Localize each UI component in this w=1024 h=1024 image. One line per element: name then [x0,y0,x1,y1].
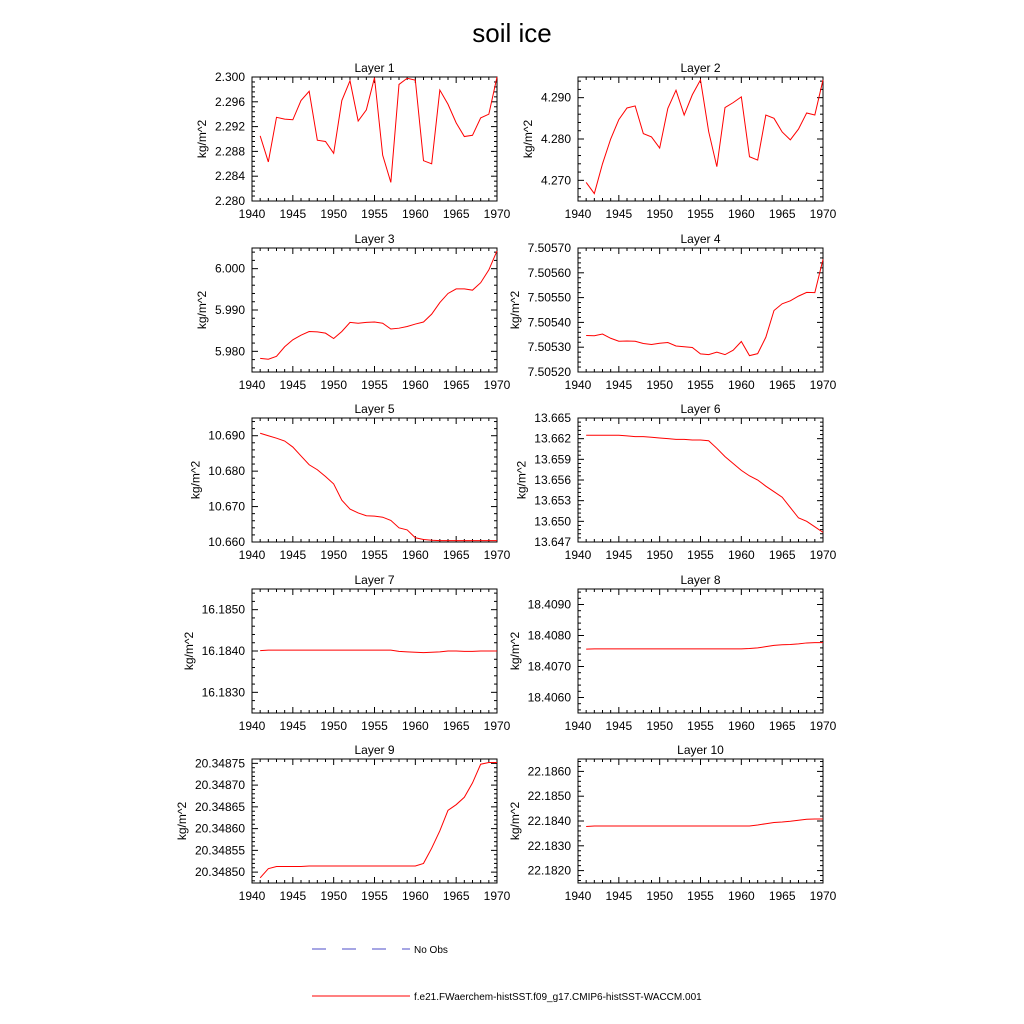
plot-frame [252,418,497,542]
plot-frame [578,418,823,542]
x-tick-label: 1945 [605,378,633,392]
y-tick-label: 10.680 [208,464,245,479]
series-line [586,435,823,532]
panel-title: Layer 10 [677,743,724,757]
y-tick-label: 13.656 [534,473,571,487]
x-tick-label: 1955 [687,719,714,733]
x-tick-label: 1940 [238,378,266,392]
x-tick-label: 1970 [483,378,511,392]
y-tick-label: 16.1830 [201,685,245,700]
x-tick-label: 1950 [646,378,674,392]
plot-frame [252,77,497,201]
x-tick-label: 1965 [442,207,470,221]
legend [312,945,702,1003]
y-tick-label: 2.280 [214,194,245,208]
panel-title: Layer 5 [354,402,395,416]
series-line [260,433,497,540]
y-tick-label: 5.980 [214,344,245,359]
x-tick-label: 1965 [442,548,470,562]
y-tick-label: 18.4070 [527,659,571,674]
x-tick-label: 1945 [279,719,307,733]
x-tick-label: 1960 [401,719,429,733]
y-tick-label: 4.280 [540,132,571,146]
x-tick-label: 1960 [727,548,755,562]
x-tick-label: 1955 [361,719,388,733]
plot-frame [252,759,497,883]
x-tick-label: 1955 [361,889,388,903]
y-tick-label: 4.290 [540,90,571,105]
panel-title: Layer 2 [680,61,721,75]
x-tick-label: 1955 [361,378,388,392]
series-line [260,650,497,652]
x-tick-label: 1950 [320,548,348,562]
x-tick-label: 1950 [320,889,348,903]
y-tick-label: 7.50550 [527,290,571,305]
y-tick-label: 10.690 [208,428,245,443]
x-tick-label: 1955 [361,548,388,562]
panel-title: Layer 4 [680,232,721,246]
x-tick-label: 1955 [687,378,714,392]
y-tick-label: 13.659 [534,452,571,467]
panel-title: Layer 8 [680,573,721,587]
panel-layer-5 [188,402,510,562]
y-tick-label: 13.650 [534,514,571,529]
x-tick-label: 1970 [483,889,511,903]
y-tick-label: 5.990 [214,303,245,317]
x-tick-label: 1960 [727,378,755,392]
y-tick-label: 2.296 [214,94,245,109]
y-tick-label: 20.34850 [194,865,245,880]
y-tick-label: 16.1850 [201,602,245,617]
x-tick-label: 1955 [687,548,714,562]
x-tick-label: 1950 [320,719,348,733]
panel-title: Layer 3 [354,232,395,246]
panel-layer-8 [508,573,837,733]
x-tick-label: 1960 [401,207,429,221]
y-tick-label: 22.1840 [527,814,571,828]
x-tick-label: 1940 [564,378,592,392]
y-axis-label: kg/m^2 [181,631,196,671]
x-tick-label: 1940 [564,719,592,733]
x-tick-label: 1940 [564,207,592,221]
y-tick-label: 6.000 [214,261,245,276]
x-tick-label: 1945 [605,719,633,733]
x-tick-label: 1965 [768,548,796,562]
y-tick-label: 20.34875 [194,756,245,771]
x-tick-label: 1955 [687,889,714,903]
y-axis-label: kg/m^2 [188,460,203,500]
y-tick-label: 20.34865 [194,799,245,814]
y-tick-label: 7.50520 [527,365,571,379]
panel-layer-3 [195,232,511,392]
x-tick-label: 1945 [279,207,307,221]
x-tick-label: 1940 [238,719,266,733]
x-tick-label: 1940 [564,889,592,903]
panel-layer-10 [508,743,837,903]
x-tick-label: 1960 [401,548,429,562]
legend-model-label: f.e21.FWaerchem-histSST.f09_g17.CMIP6-histSST-WACCM.001 [414,992,702,1003]
panel-title: Layer 9 [354,743,395,757]
y-tick-label: 7.50540 [527,315,571,330]
figure-title: soil ice [472,18,552,48]
series-line [260,77,497,182]
series-line [586,643,823,650]
x-tick-label: 1945 [279,548,307,562]
series-line [260,251,497,359]
panel-layer-1 [195,61,511,221]
y-axis-label: kg/m^2 [175,801,190,841]
x-tick-label: 1940 [238,889,266,903]
x-tick-label: 1970 [809,207,837,221]
y-tick-label: 20.34855 [194,843,245,858]
plot-frame [578,77,823,201]
x-tick-label: 1940 [238,207,266,221]
series-line [586,80,823,194]
x-tick-label: 1960 [401,889,429,903]
y-tick-label: 2.292 [214,119,245,134]
x-tick-label: 1970 [483,548,511,562]
series-line [586,259,823,355]
x-tick-label: 1965 [768,719,796,733]
x-tick-label: 1945 [605,548,633,562]
panel-layer-2 [521,61,837,221]
x-tick-label: 1945 [605,207,633,221]
x-tick-label: 1970 [483,719,511,733]
x-tick-label: 1970 [809,548,837,562]
y-tick-label: 7.50560 [527,265,571,280]
series-line [260,762,497,877]
x-tick-label: 1960 [401,378,429,392]
y-tick-label: 22.1820 [527,863,571,878]
x-tick-label: 1950 [646,889,674,903]
x-tick-label: 1950 [320,207,348,221]
x-tick-label: 1950 [320,378,348,392]
y-axis-label: kg/m^2 [521,119,535,159]
y-tick-label: 2.284 [214,169,245,184]
y-tick-label: 18.4090 [527,597,571,612]
y-tick-label: 20.34860 [194,821,245,836]
plot-frame [578,759,823,883]
x-tick-label: 1970 [809,719,837,733]
y-tick-label: 7.50570 [527,241,571,255]
y-tick-label: 4.270 [540,173,571,188]
x-tick-label: 1965 [442,378,470,392]
x-tick-label: 1940 [564,548,592,562]
panel-title: Layer 6 [680,402,721,416]
x-tick-label: 1960 [727,207,755,221]
y-axis-label: kg/m^2 [507,290,522,330]
y-tick-label: 22.1860 [527,764,571,779]
y-tick-label: 2.288 [214,144,245,159]
y-tick-label: 13.653 [534,493,571,508]
panel-layer-9 [175,743,510,903]
panel-layer-6 [514,402,836,562]
y-tick-label: 22.1850 [527,789,571,804]
plot-frame [578,589,823,713]
panel-layer-7 [182,573,511,733]
y-axis-label: kg/m^2 [195,290,209,330]
x-tick-label: 1970 [809,889,837,903]
y-tick-label: 20.34870 [194,778,245,793]
y-tick-label: 16.1840 [201,644,245,658]
y-tick-label: 22.1830 [527,838,571,853]
x-tick-label: 1965 [442,889,470,903]
panels [175,61,836,903]
y-tick-label: 10.670 [208,499,245,514]
y-tick-label: 13.647 [534,535,571,549]
legend-no-obs-label: No Obs [414,945,448,956]
plot-frame [252,248,497,372]
y-axis-label: kg/m^2 [195,119,209,159]
panel-title: Layer 7 [354,573,395,587]
x-tick-label: 1945 [279,889,307,903]
y-tick-label: 13.665 [534,411,571,425]
panel-title: Layer 1 [354,61,395,75]
y-tick-label: 2.300 [214,70,245,84]
x-tick-label: 1950 [646,548,674,562]
x-tick-label: 1945 [605,889,633,903]
x-tick-label: 1965 [442,719,470,733]
y-tick-label: 10.660 [208,535,245,549]
y-tick-label: 7.50530 [527,340,571,355]
panel-layer-4 [508,232,837,392]
x-tick-label: 1960 [727,889,755,903]
y-tick-label: 13.662 [534,431,571,446]
x-tick-label: 1965 [768,378,796,392]
y-axis-label: kg/m^2 [514,460,529,500]
x-tick-label: 1945 [279,378,307,392]
x-tick-label: 1960 [727,719,755,733]
x-tick-label: 1965 [768,889,796,903]
x-tick-label: 1950 [646,719,674,733]
y-tick-label: 18.4060 [527,690,571,705]
x-tick-label: 1970 [809,378,837,392]
y-axis-label: kg/m^2 [507,801,522,841]
x-tick-label: 1940 [238,548,266,562]
series-line [586,819,823,826]
x-tick-label: 1955 [687,207,714,221]
y-axis-label: kg/m^2 [507,631,522,671]
x-tick-label: 1950 [646,207,674,221]
x-tick-label: 1965 [768,207,796,221]
x-tick-label: 1955 [361,207,388,221]
y-tick-label: 18.4080 [527,628,571,643]
x-tick-label: 1970 [483,207,511,221]
